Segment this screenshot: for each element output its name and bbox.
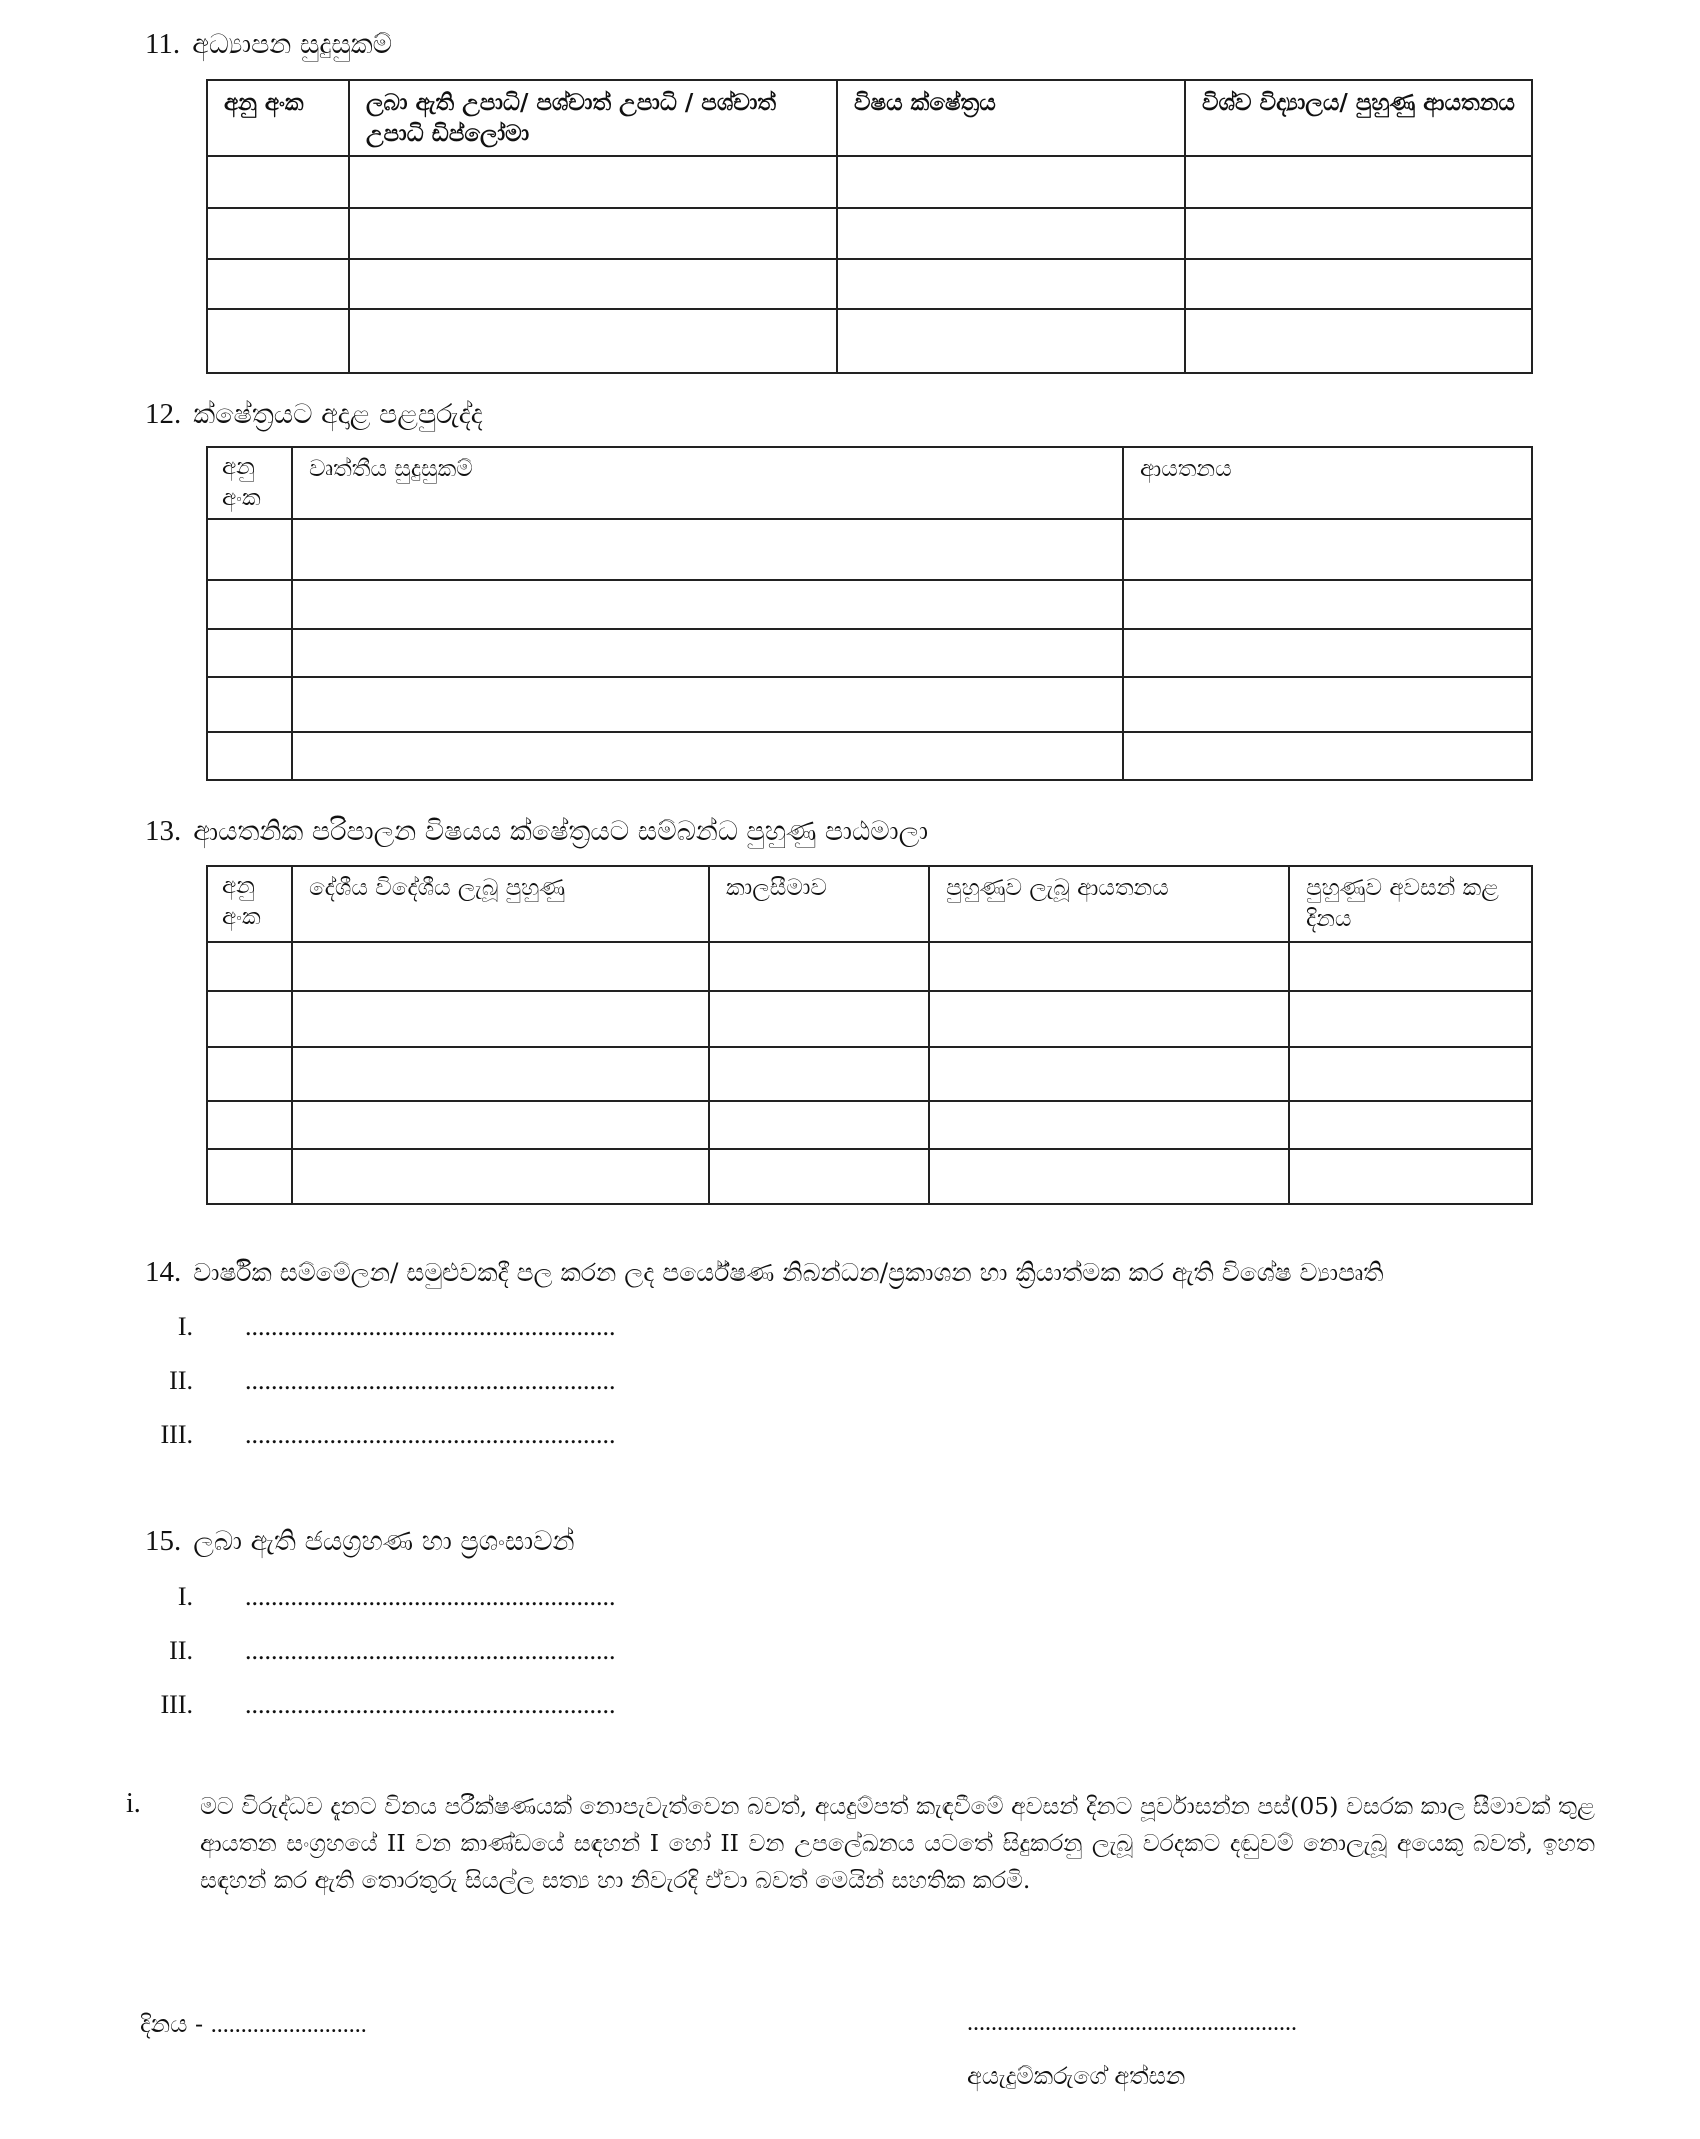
col-duration: කාලසීමාව	[709, 866, 929, 942]
education-qualifications-table	[206, 79, 1533, 374]
table-cell[interactable]	[292, 629, 1123, 677]
table-cell[interactable]	[292, 580, 1123, 629]
section-13-title: ආයතනික පරිපාලන විෂයය ක්ෂේත්‍රයට සම්බන්ධ පුහුණු පාඨමාලා	[193, 816, 929, 847]
col-degree: ලබා ඇති උපාධි/ පශ්චාත් උපාධි / පශ්චාත් උපාධි ඩිප්ලෝමා	[349, 80, 837, 156]
table-cell[interactable]	[207, 580, 292, 629]
table-cell[interactable]	[207, 629, 292, 677]
table-cell[interactable]	[1289, 991, 1532, 1047]
signature-label: අයැදුම්කරුගේ අත්සන	[967, 2062, 1186, 2090]
table-cell[interactable]	[207, 991, 292, 1047]
table-cell[interactable]	[349, 208, 837, 259]
section-14-title: වාර්ෂික සම්මේලන/ සමුළුවකදී පල කරන ලද පර්යේෂණ නිබන්ධන/ප්‍රකාශන හා ක්‍රියාත්මක කර ඇති විශේෂ ව්‍යාපෘති	[193, 1258, 1384, 1287]
table-row	[207, 629, 1532, 677]
table-cell[interactable]	[292, 942, 709, 991]
table-row	[207, 309, 1532, 373]
section-15-number: 15.	[145, 1525, 182, 1557]
table-cell[interactable]	[1123, 677, 1532, 732]
section-14-line-2[interactable]: II. .........................................................	[169, 1366, 616, 1395]
table-row	[207, 519, 1532, 580]
table-cell[interactable]	[929, 1101, 1289, 1149]
col-university: විශ්ව විද්‍යාලය/ පුහුණු ආයතනය	[1185, 80, 1532, 156]
table-row	[207, 732, 1532, 780]
table-row	[207, 259, 1532, 309]
table-cell[interactable]	[1123, 732, 1532, 780]
table-cell[interactable]	[1289, 1047, 1532, 1101]
table-cell[interactable]	[837, 309, 1185, 373]
table-cell[interactable]	[207, 208, 349, 259]
table-cell[interactable]	[292, 732, 1123, 780]
training-courses-table	[206, 865, 1533, 1205]
table-cell[interactable]	[207, 259, 349, 309]
table-row	[207, 1149, 1532, 1204]
table-cell[interactable]	[1185, 156, 1532, 208]
table-row	[207, 1047, 1532, 1101]
table-row	[207, 208, 1532, 259]
table-cell[interactable]	[292, 1047, 709, 1101]
table-cell[interactable]	[1123, 580, 1532, 629]
section-11-heading	[145, 30, 392, 59]
col-serial-no: අනු අංක	[207, 447, 292, 519]
table-cell[interactable]	[292, 677, 1123, 732]
col-institution: ආයතනය	[1123, 447, 1532, 519]
section-12-heading	[145, 400, 483, 429]
table-row	[207, 1101, 1532, 1149]
table-cell[interactable]	[1123, 629, 1532, 677]
table-cell[interactable]	[837, 208, 1185, 259]
signature-line[interactable]: .......................................................	[967, 2010, 1297, 2036]
table-cell[interactable]	[709, 991, 929, 1047]
table-cell[interactable]	[207, 309, 349, 373]
section-15-line-2[interactable]: II. .........................................................	[169, 1636, 616, 1665]
table-cell[interactable]	[709, 1149, 929, 1204]
table-cell[interactable]	[292, 1149, 709, 1204]
table-row	[207, 580, 1532, 629]
section-13-number: 13.	[145, 815, 182, 847]
table-cell[interactable]	[207, 156, 349, 208]
section-15-title: ලබා ඇති ජයග්‍රහණ හා ප්‍රශංසාවන්	[193, 1526, 575, 1557]
table-cell[interactable]	[207, 1101, 292, 1149]
table-cell[interactable]	[207, 1047, 292, 1101]
section-14-number: 14.	[145, 1256, 182, 1288]
table-cell[interactable]	[929, 942, 1289, 991]
date-label: දිනය -	[140, 2010, 211, 2038]
col-training-institution: පුහුණුව ලැබූ ආයතනය	[929, 866, 1289, 942]
table-cell[interactable]	[1185, 309, 1532, 373]
section-15-line-3[interactable]: III. .........................................................	[160, 1690, 616, 1719]
section-13-heading	[145, 817, 928, 846]
table-cell[interactable]	[292, 1101, 709, 1149]
section-15-line-1[interactable]: I. .........................................................	[177, 1582, 616, 1611]
field-experience-table	[206, 446, 1533, 781]
date-field[interactable]	[140, 2010, 367, 2039]
table-row	[207, 677, 1532, 732]
declaration-text: මට විරුද්ධව දැනට විනය පරීක්ෂණයක් නොපැවැත්වෙන බවත්, අයදුම්පත් කැඳවීමේ අවසන් දිනට පූර්වාසන්න පස්(05) වසරක කාල සීමාවක් තුළ ආයතන සංග්‍රහයේ II වන කාණ්ඩයේ සඳහන් I හෝ II වන උපලේඛනය යටතේ සිදුකරනු ලැබූ වරදකට දඬුවම් නොලැබූ අයෙකු බවත්, ඉහත සඳහන් කර ඇති තොරතුරු සියල්ල සත්‍ය හා නිවැරදි ඒවා බවත් මෙයින් සහතික කරමි.	[200, 1792, 1595, 1894]
table-cell[interactable]	[709, 1101, 929, 1149]
table-cell[interactable]	[1289, 1101, 1532, 1149]
section-15-heading	[145, 1527, 575, 1556]
table-cell[interactable]	[292, 991, 709, 1047]
table-cell[interactable]	[349, 309, 837, 373]
table-cell[interactable]	[837, 259, 1185, 309]
col-completion-date: පුහුණුව අවසන් කළ දිනය	[1289, 866, 1532, 942]
section-12-number: 12.	[145, 398, 182, 430]
col-serial-no: අනු අංක	[207, 80, 349, 156]
table-row	[207, 991, 1532, 1047]
table-cell[interactable]	[1123, 519, 1532, 580]
table-cell[interactable]	[929, 1149, 1289, 1204]
table-cell[interactable]	[349, 156, 837, 208]
table-cell[interactable]	[207, 519, 292, 580]
table-cell[interactable]	[349, 259, 837, 309]
section-11-number: 11.	[145, 28, 181, 60]
table-cell[interactable]	[1185, 208, 1532, 259]
table-cell[interactable]	[292, 519, 1123, 580]
table-cell[interactable]	[929, 991, 1289, 1047]
col-training-received: දේශීය විදේශීය ලැබූ පුහුණු	[292, 866, 709, 942]
table-cell[interactable]	[1185, 259, 1532, 309]
table-row	[207, 942, 1532, 991]
declaration-marker: i.	[126, 1788, 141, 1819]
section-14-heading	[145, 1258, 1384, 1287]
section-14-line-1[interactable]: I. .........................................................	[177, 1312, 616, 1341]
table-cell[interactable]	[1289, 1149, 1532, 1204]
section-12-title: ක්ෂේත්‍රයට අදාළ පළපුරුද්ද	[193, 399, 483, 430]
col-serial-no: අනු අංක	[207, 866, 292, 942]
date-dots: ..........................	[210, 2012, 367, 2038]
table-cell[interactable]	[929, 1047, 1289, 1101]
table-cell[interactable]	[709, 1047, 929, 1101]
table-cell[interactable]	[837, 156, 1185, 208]
table-cell[interactable]	[207, 1149, 292, 1204]
table-cell[interactable]	[207, 942, 292, 991]
table-row	[207, 156, 1532, 208]
col-subject-field: විෂය ක්ෂේත්‍රය	[837, 80, 1185, 156]
table-cell[interactable]	[1289, 942, 1532, 991]
table-cell[interactable]	[207, 677, 292, 732]
table-cell[interactable]	[709, 942, 929, 991]
section-11-title: අධ්‍යාපන සුදුසුකම්	[192, 29, 393, 60]
section-14-line-3[interactable]: III. .........................................................	[160, 1420, 616, 1449]
table-cell[interactable]	[207, 732, 292, 780]
col-professional-qualification: වෘත්තීය සුදුසුකම්	[292, 447, 1123, 519]
